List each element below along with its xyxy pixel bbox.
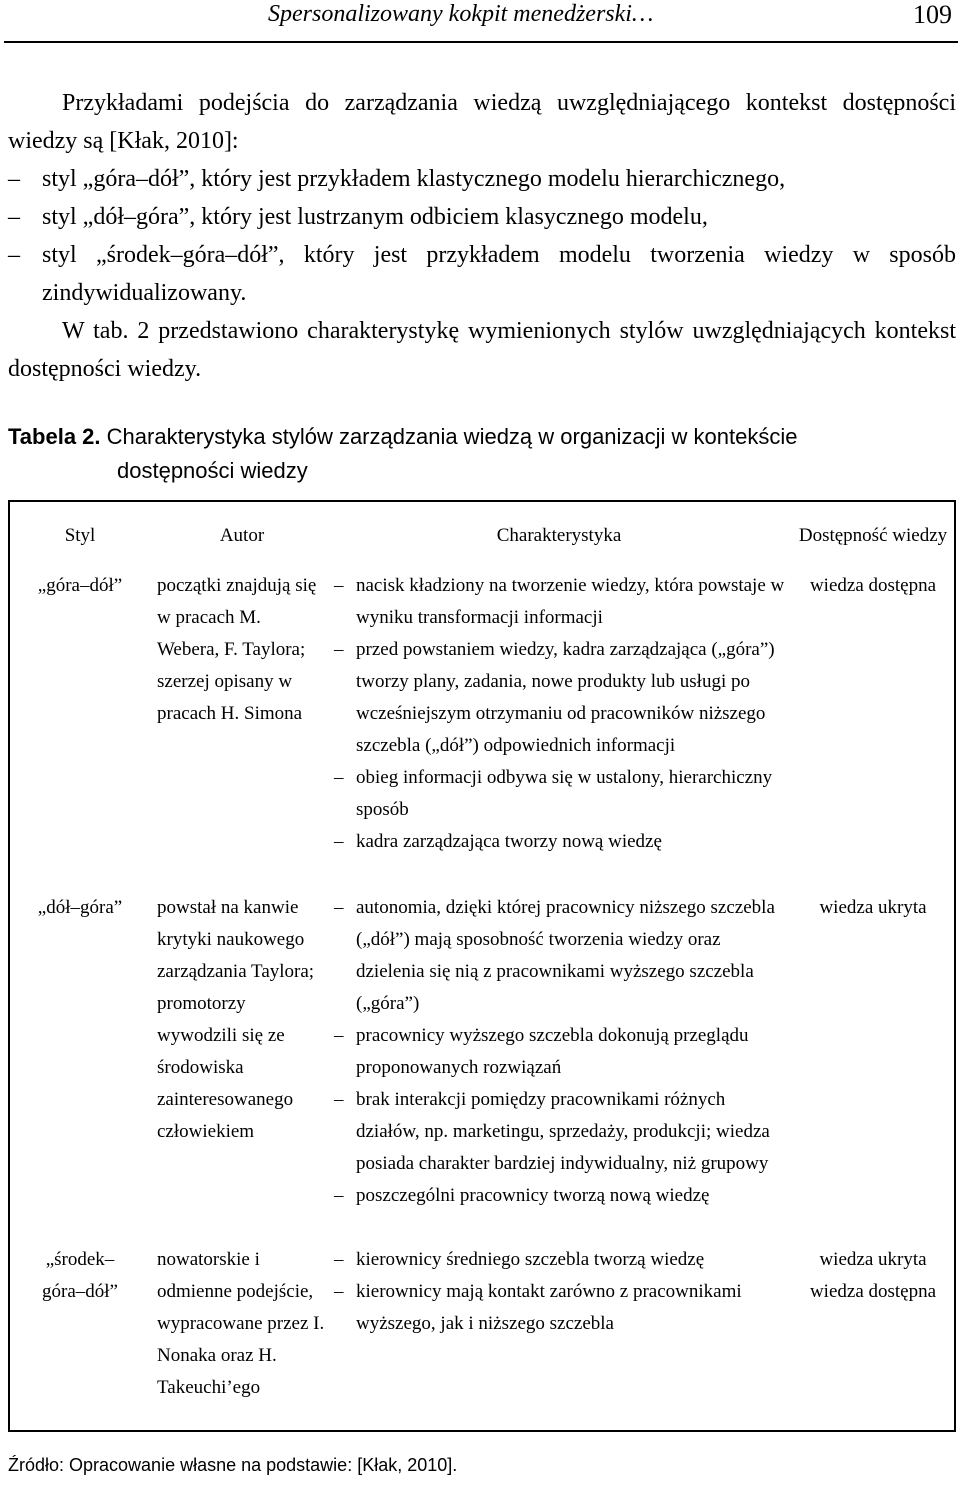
list-item: – autonomia, dzięki której pracownicy niższego szczebla („dół”) mają sposobność tworzenia wiedzy oraz dzielenia się nią z pracownikami wyższego szczebla („góra”) (330, 892, 788, 1020)
table-reference-paragraph: W tab. 2 przedstawiono charakterystykę wymienionych stylów uwzględniających kontekst dostępności wiedzy. (8, 318, 956, 382)
cell-dostepnosc (790, 1244, 956, 1308)
intro-paragraph: Przykładami podejścia do zarządzania wiedzą uwzględniającego kontekst dostępności wiedzy są [Kłak, 2010]: (8, 90, 956, 154)
cell-autor: początki znajdują się w pracach M. Webera, F. Taylora; szerzej opisany w pracach H. Simona (157, 575, 317, 724)
table-caption (8, 420, 908, 488)
caption-title: Charakterystyka stylów zarządzania wiedzą w organizacji w kontekście (106, 424, 798, 449)
cell-styl: „góra–dół” (37, 575, 123, 596)
list-item: – brak interakcji pomiędzy pracownikami różnych działów, np. marketingu, sprzedaży, produkcji; wiedza posiada charakter bardziej indywidualny, niż grupowy (330, 1084, 788, 1180)
cell-charakterystyka (330, 570, 788, 858)
dostepnosc-value: wiedza dostępna (809, 1281, 937, 1302)
page-number: 109 (913, 0, 952, 29)
list-item: – przed powstaniem wiedzy, kadra zarządzająca („góra”) tworzy plany, zadania, nowe produkty lub usługi po wcześniejszym otrzymaniu od pracowników niższego szczebla („dół”) odpowiednich informacji (330, 634, 788, 762)
source-note: Źródło: Opracowanie własne na podstawie: [Kłak, 2010]. (8, 1455, 458, 1475)
header-charakterystyka: Charakterystyka (496, 524, 622, 546)
list-item: – kierownicy mają kontakt zarówno z pracownikami wyższego, jak i niższego szczebla (330, 1276, 788, 1340)
caption-label: Tabela 2. (8, 424, 101, 449)
list-item: – nacisk kładziony na tworzenie wiedzy, która powstaje w wyniku transformacji informacji (330, 570, 788, 634)
cell-charakterystyka (330, 1244, 788, 1340)
body-text (8, 84, 956, 388)
header-rule (4, 41, 958, 43)
header-dostepnosc: Dostępność wiedzy (798, 524, 948, 546)
list-item: – styl „środek–góra–dół”, który jest przykładem modelu tworzenia wiedzy w sposób zindywidualizowany. (8, 236, 956, 312)
header-styl: Styl (64, 524, 96, 546)
list-item: – styl „dół–góra”, który jest lustrzanym odbiciem klasycznego modelu, (8, 198, 956, 236)
cell-autor: nowatorskie i odmienne podejście, wypracowane przez I. Nonaka oraz H. Takeuchi’ego (157, 1249, 325, 1398)
styles-table (8, 500, 956, 1432)
running-title: Spersonalizowany kokpit menedżerski… (268, 1, 654, 27)
list-item: – obieg informacji odbywa się w ustalony, hierarchiczny sposób (330, 762, 788, 826)
dostepnosc-value: wiedza ukryta (819, 1249, 927, 1270)
cell-charakterystyka (330, 892, 788, 1212)
list-item: – styl „góra–dół”, który jest przykładem klastycznego modelu hierarchicznego, (8, 160, 956, 198)
cell-autor: powstał na kanwie krytyki naukowego zarządzania Taylora; promotorzy wywodzili się ze środowiska zainteresowanego człowiekiem (157, 897, 315, 1142)
cell-dostepnosc: wiedza dostępna (809, 575, 937, 596)
list-item: – kierownicy średniego szczebla tworzą wiedzę (330, 1244, 788, 1276)
page-header (0, 0, 960, 44)
cell-styl: „dół–góra” (37, 897, 123, 918)
list-item: – pracownicy wyższego szczebla dokonują przeglądu proponowanych rozwiązań (330, 1020, 788, 1084)
header-autor: Autor (219, 524, 265, 546)
list-item: – kadra zarządzająca tworzy nową wiedzę (330, 826, 788, 858)
cell-dostepnosc: wiedza ukryta (819, 897, 927, 918)
caption-title-continued: dostępności wiedzy (117, 458, 308, 483)
cell-styl: „środek–góra–dół” (42, 1249, 118, 1302)
style-list (8, 160, 956, 312)
list-item: – poszczególni pracownicy tworzą nową wiedzę (330, 1180, 788, 1212)
